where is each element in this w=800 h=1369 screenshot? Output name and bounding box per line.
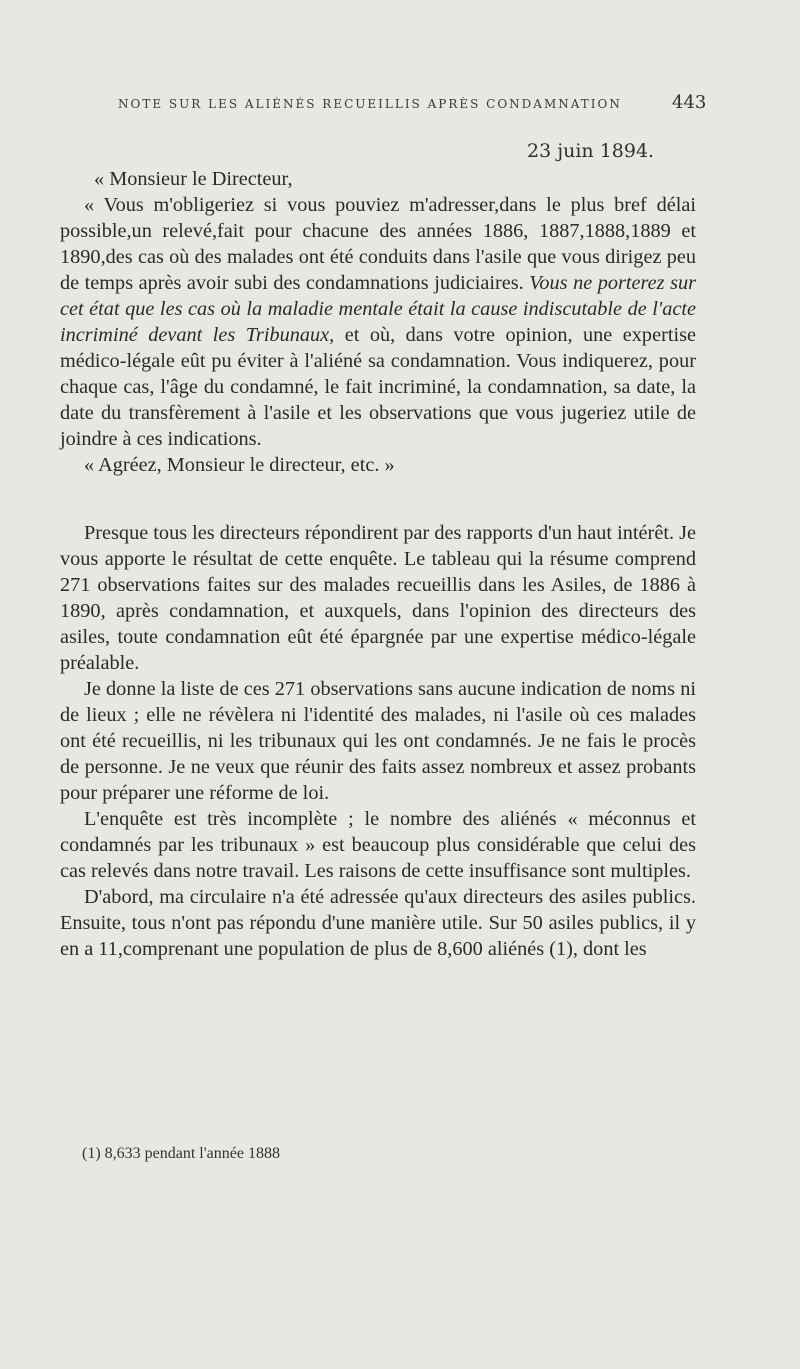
letter-text-before-italic: « Vous m'obligeriez si vous pouviez m'adresser,dans le plus bref délai possible,un relevé,fait pour chacune des années 1886, 1887,1888,1889 et 1890,des cas où des malades ont été conduits dans l'asile que vous dirigez peu de temps après avoir subi des condamnations judiciaires. — [60, 194, 696, 294]
footnote: (1) 8,633 pendant l'année 1888 — [82, 1145, 280, 1162]
page-number: 443 — [672, 92, 707, 113]
paragraph-2: Je donne la liste de ces 271 observations sans aucune indication de noms ni de lieux ; elle ne révèlera ni l'identité des malades, ni l'asile où ces malades ont été recueillis, ni les tribunaux qui les ont condamnés. Je ne fais le procès de personne. Je ne veux que réunir des faits assez nombreux et assez probants pour préparer une réforme de loi. — [60, 678, 696, 804]
paragraph-4: D'abord, ma circulaire n'a été adressée qu'aux directeurs des asiles publics. Ensuite, tous n'ont pas répondu d'une manière utile. Sur 50 asiles publics, il y en a 11,comprenant une population de plus de 8,600 aliénés (1), dont les — [60, 886, 696, 960]
letter-text-after-italic: et où, dans votre opinion, une expertise médico-légale eût pu éviter à l'aliéné sa condamnation. Vous indiquerez, pour chaque cas, l'âge du condamné, le fait incriminé, la condamnation, sa date, la date du transfèrement à l'asile et les observations que vous jugeriez utile de joindre à ces indications. — [60, 324, 696, 450]
letter-italic-text: Vous ne porterez sur cet état que les cas où la maladie mentale était la cause indiscutable de l'acte incriminé devant les Tribunaux, — [60, 272, 697, 346]
running-header: NOTE SUR LES ALIÉNÉS RECUEILLIS APRÈS CONDAMNATION — [118, 97, 622, 111]
paragraph-1: Presque tous les directeurs répondirent par des rapports d'un haut intérêt. Je vous apporte le résultat de cette enquête. Le tableau qui la résume comprend 271 observations faites sur des malades recueillis dans les Asiles, de 1886 à 1890, après condamnation, et auxquels, dans l'opinion des directeurs des asiles, toute condamnation eût été épargnée par une expertise médico-légale préalable. — [60, 522, 696, 674]
letter-date: 23 juin 1894. — [527, 140, 655, 162]
letter-salutation: « Monsieur le Directeur, — [94, 168, 293, 190]
letter-paragraph — [60, 192, 696, 452]
section-gap — [60, 478, 696, 520]
paragraph-3: L'enquête est très incomplète ; le nombre des aliénés « méconnus et condamnés par les tribunaux » est beaucoup plus considérable que celui des cas relevés dans notre travail. Les raisons de cette insuffisance sont multiples. — [60, 808, 696, 882]
body-text — [60, 166, 696, 962]
letter-closing: « Agréez, Monsieur le directeur, etc. » — [84, 454, 395, 476]
